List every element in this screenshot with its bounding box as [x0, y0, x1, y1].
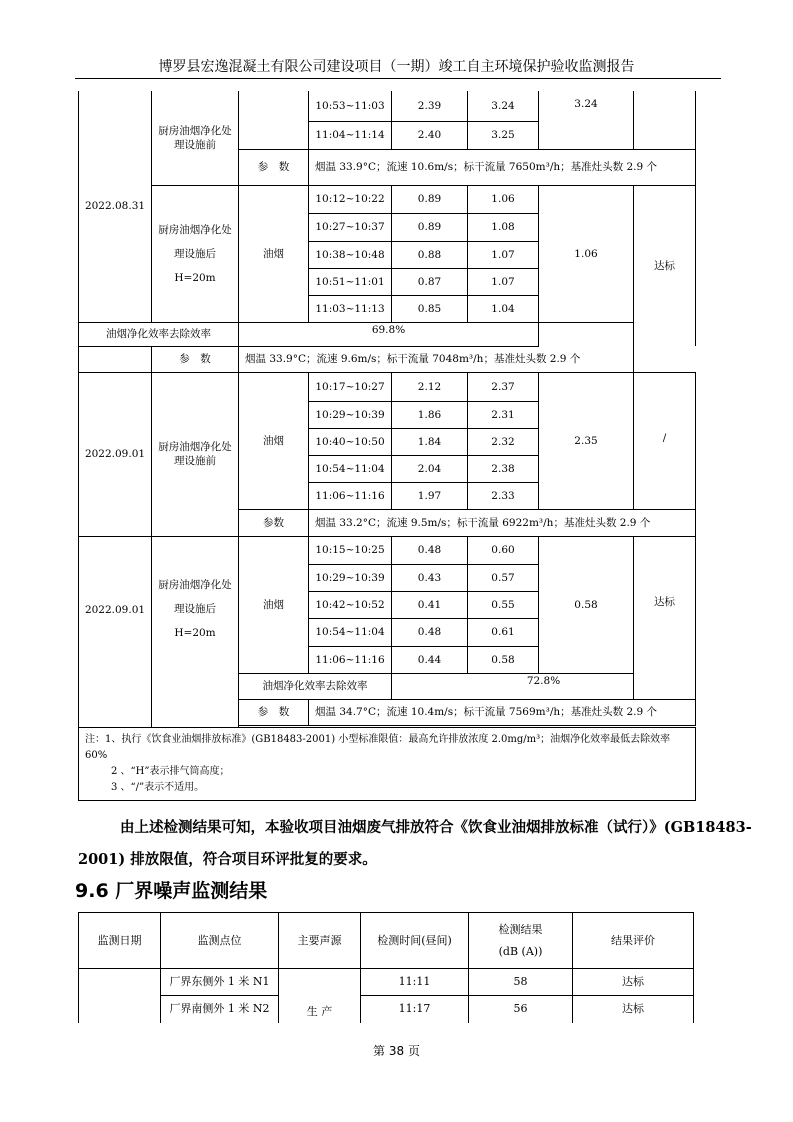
converted-cell: 0.58 [468, 646, 539, 673]
note-2: 2 、“H”表示排气筒高度； [111, 765, 230, 777]
param-label: 参数 [239, 509, 309, 536]
sampling-point: 厨房油烟净化处理设施前 [152, 372, 239, 536]
time-cell: 10:12~10:22 [309, 185, 392, 213]
measured-cell: 1.97 [392, 482, 468, 509]
param-values: 烟温 34.7°C；流速 10.4m/s；标干流量 7569m³/h；基准灶头数 2.9 个 [309, 699, 696, 725]
converted-cell: 2.38 [468, 455, 539, 482]
note-1: 注：1、执行《饮食业油烟排放标准》(GB18483-2001) 小型标准限值：最高允许排放浓度 2.0mg/m³；油烟净化效率最低去除效率 60% [85, 733, 671, 761]
sampling-point: 厨房油烟净化处理设施后H=20m [152, 185, 239, 322]
time-cell: 11:11 [361, 969, 469, 996]
header-point: 监测点位 [161, 913, 279, 969]
measured-cell: 0.85 [392, 295, 468, 322]
measured-cell: 0.44 [392, 646, 468, 673]
param-values: 烟温 33.9°C；流速 9.6m/s；标干流量 7048m³/h；基准灶头数 2.9 个 [239, 346, 634, 372]
section-heading: 9.6 厂界噪声监测结果 [75, 880, 268, 902]
measured-cell: 1.86 [392, 401, 468, 428]
average-cell: 2.35 [539, 372, 634, 509]
time-cell: 11:17 [361, 996, 469, 1023]
converted-cell: 3.24 [468, 91, 539, 121]
point-cell: 厂界东侧外 1 米 N1 [161, 969, 279, 996]
time-cell: 10:42~10:52 [309, 591, 392, 618]
header-rule [75, 78, 721, 79]
measured-cell: 2.40 [392, 121, 468, 149]
sampling-point: 厨房油烟净化处理设施后H=20m [152, 536, 239, 727]
param-label: 参 数 [152, 346, 239, 372]
pollutant-cell: 油烟 [239, 372, 309, 509]
measured-cell: 2.39 [392, 91, 468, 121]
measured-cell: 0.48 [392, 618, 468, 646]
measured-cell: 2.04 [392, 455, 468, 482]
header-result-unit: (dB (A)) [498, 944, 543, 958]
date-cell [79, 969, 161, 1023]
converted-cell: 0.60 [468, 536, 539, 564]
efficiency-label: 油烟净化效率去除效率 [239, 673, 392, 699]
evaluation-cell [634, 91, 696, 149]
evaluation-cell: 达标 [573, 996, 694, 1023]
converted-cell: 0.61 [468, 618, 539, 646]
result-cell: 58 [469, 969, 573, 996]
converted-cell: 1.08 [468, 213, 539, 241]
date-cell: 2022.08.31 [79, 91, 152, 322]
measured-cell: 0.89 [392, 185, 468, 213]
measured-cell: 2.12 [392, 372, 468, 401]
efficiency-value: 72.8% [392, 673, 696, 699]
time-cell: 11:04~11:14 [309, 121, 392, 149]
time-cell: 11:06~11:16 [309, 646, 392, 673]
report-header-title: 博罗县宏逸混凝土有限公司建设项目（一期）竣工自主环境保护验收监测报告 [158, 59, 635, 75]
time-cell: 10:29~10:39 [309, 401, 392, 428]
time-cell: 10:51~11:01 [309, 268, 392, 295]
converted-cell: 2.33 [468, 482, 539, 509]
measured-cell: 1.84 [392, 428, 468, 455]
source-cell: 生 产 [279, 969, 361, 1023]
efficiency-value: 69.8% [239, 322, 539, 346]
measured-cell: 0.87 [392, 268, 468, 295]
evaluation-cell: 达标 [634, 185, 696, 346]
time-cell: 11:06~11:16 [309, 482, 392, 509]
noise-results-table [78, 912, 694, 1023]
page-number: 第 38 页 [373, 1044, 420, 1058]
measured-cell: 0.41 [392, 591, 468, 618]
average-cell: 0.58 [539, 536, 634, 673]
converted-cell: 0.55 [468, 591, 539, 618]
result-cell: 56 [469, 996, 573, 1023]
note-3: 3 、“/”表示不适用。 [111, 781, 205, 793]
pollutant-cell [239, 91, 309, 149]
time-cell: 10:54~11:04 [309, 455, 392, 482]
header-source: 主要声源 [279, 913, 361, 969]
param-values: 烟温 33.9°C；流速 10.6m/s；标干流量 7650m³/h；基准灶头数 2.9 个 [309, 149, 696, 185]
time-cell: 10:38~10:48 [309, 241, 392, 268]
average-cell: 1.06 [539, 185, 634, 322]
pollutant-cell: 油烟 [239, 536, 309, 673]
converted-cell: 0.57 [468, 564, 539, 591]
sampling-point: 厨房油烟净化处理设施前 [152, 91, 239, 185]
table-notes [79, 727, 696, 800]
time-cell: 10:40~10:50 [309, 428, 392, 455]
param-values: 烟温 33.2°C；流速 9.5m/s；标干流量 6922m³/h；基准灶头数 2.9 个 [309, 509, 696, 536]
measured-cell: 0.43 [392, 564, 468, 591]
converted-cell: 1.06 [468, 185, 539, 213]
converted-cell: 1.07 [468, 241, 539, 268]
header-result [469, 913, 573, 969]
time-cell: 10:53~11:03 [309, 91, 392, 121]
efficiency-label: 油烟净化效率去除效率 [79, 322, 239, 346]
time-cell: 10:17~10:27 [309, 372, 392, 401]
point-cell: 厂界南侧外 1 米 N2 [161, 996, 279, 1023]
param-label-spacer [79, 346, 152, 372]
param-label: 参 数 [239, 699, 309, 725]
evaluation-cell: 达标 [573, 969, 694, 996]
oil-fume-results-table [78, 91, 696, 801]
time-cell: 10:27~10:37 [309, 213, 392, 241]
converted-cell: 2.37 [468, 372, 539, 401]
converted-cell: 2.32 [468, 428, 539, 455]
average-cell: 3.24 [539, 91, 634, 149]
converted-cell: 1.07 [468, 268, 539, 295]
pollutant-cell: 油烟 [239, 185, 309, 322]
measured-cell: 0.88 [392, 241, 468, 268]
param-label: 参 数 [239, 149, 309, 185]
header-time: 检测时间(昼间) [361, 913, 469, 969]
date-cell: 2022.09.01 [79, 372, 152, 536]
date-cell: 2022.09.01 [79, 536, 152, 727]
converted-cell: 3.25 [468, 121, 539, 149]
evaluation-cell: 达标 [634, 536, 696, 699]
time-cell: 10:54~11:04 [309, 618, 392, 646]
evaluation-cell: / [634, 372, 696, 509]
measured-cell: 0.89 [392, 213, 468, 241]
converted-cell: 2.31 [468, 401, 539, 428]
conclusion-paragraph: 由上述检测结果可知，本验收项目油烟废气排放符合《饮食业油烟排放标准（试行）》(GB18483-2001) 排放限值，符合项目环评批复的要求。 [78, 819, 752, 868]
time-cell: 10:15~10:25 [309, 536, 392, 564]
header-evaluation: 结果评价 [573, 913, 694, 969]
time-cell: 10:29~10:39 [309, 564, 392, 591]
time-cell: 11:03~11:13 [309, 295, 392, 322]
measured-cell: 0.48 [392, 536, 468, 564]
header-date: 监测日期 [79, 913, 161, 969]
header-result-line1: 检测结果 [498, 922, 543, 936]
converted-cell: 1.04 [468, 295, 539, 322]
